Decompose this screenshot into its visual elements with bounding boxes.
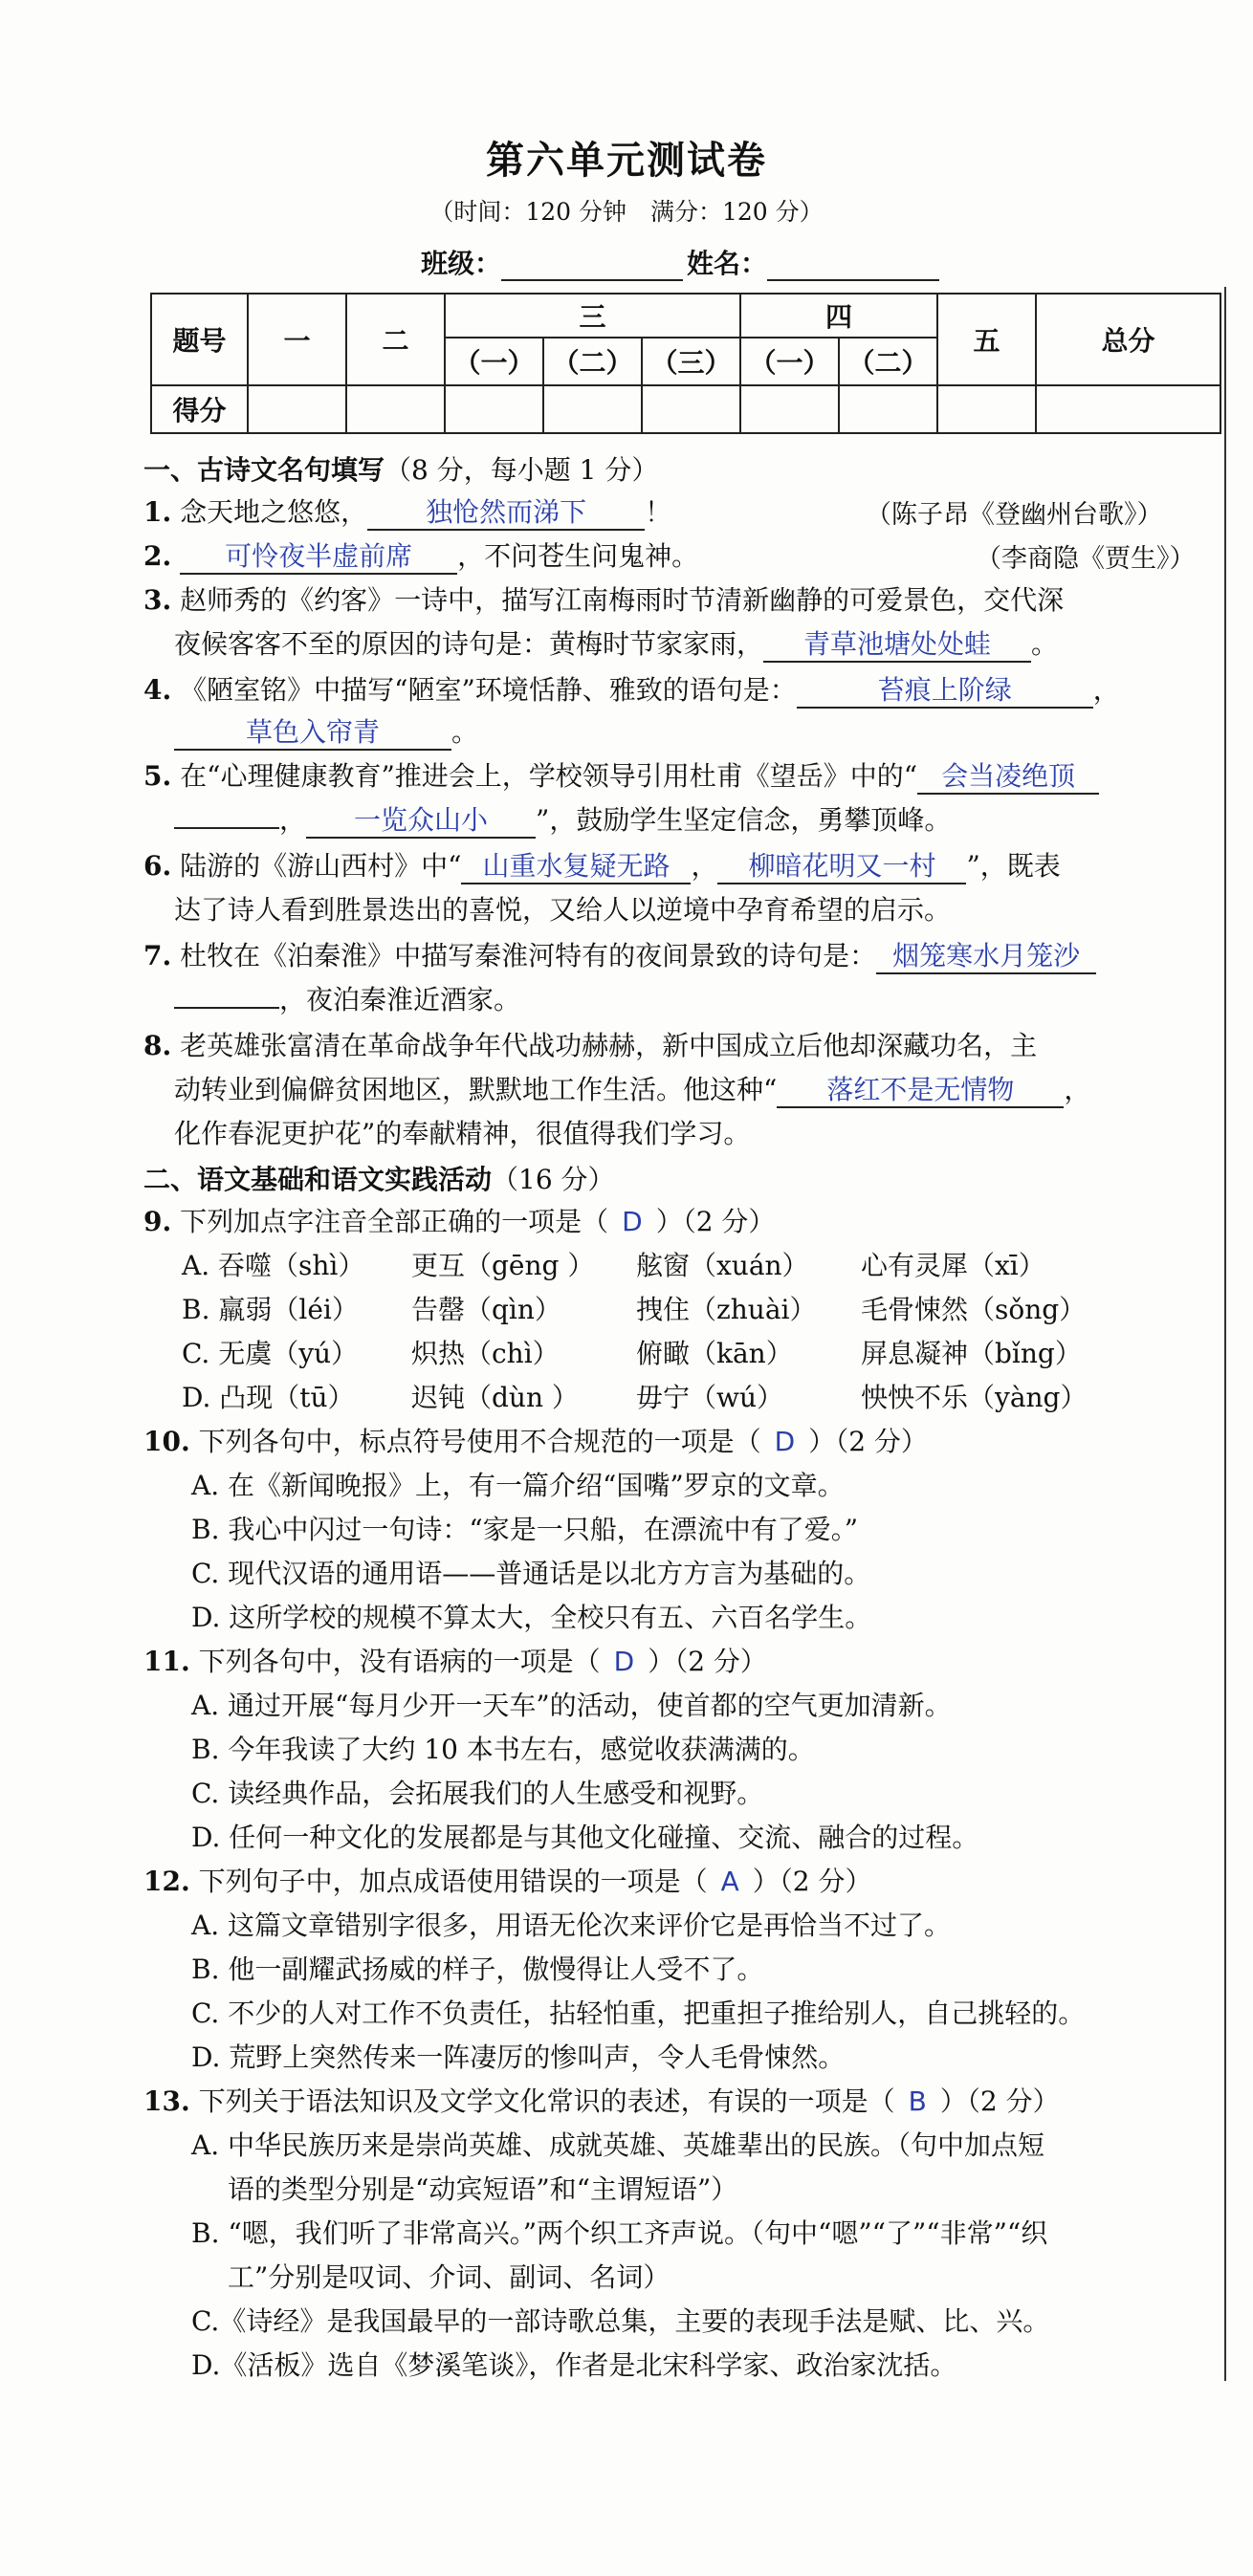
q10-option-b: B. 我心中闪过一句诗：“家是一只船，在漂流中有了爱。” — [191, 1514, 859, 1545]
q6-post: ”，既表 — [966, 850, 1061, 882]
score-table-header-2: 二 — [346, 294, 445, 385]
section-2-heading — [143, 1159, 615, 1197]
q9-answer[interactable]: D — [622, 1206, 643, 1237]
name-label: 姓名： — [687, 248, 768, 279]
q9-option: 毋宁（wú） — [636, 1382, 784, 1413]
q11-option-b: B. 今年我读了大约 10 本书左右，感觉收获满满的。 — [191, 1734, 815, 1765]
score-cell[interactable] — [839, 385, 937, 433]
q9-option: 炽热（chì） — [411, 1338, 560, 1369]
q13-option-b: B. “嗯，我们听了非常高兴。”两个织工齐声说。（句中“嗯”“了”“非常”“织 — [191, 2217, 1048, 2249]
q9-option: 俯瞰（kān） — [636, 1338, 793, 1369]
q13-stem: 下列关于语法知识及文学文化常识的表述，有误的一项是（ — [198, 2085, 895, 2117]
q2-answer: 可怜夜半虚前席 — [225, 540, 413, 572]
score-table-sub-4-2: （二） — [839, 338, 937, 385]
q9-option: 怏怏不乐（yàng） — [861, 1382, 1088, 1413]
q10-option-a: A. 在《新闻晚报》上，有一篇介绍“国嘴”罗京的文章。 — [191, 1470, 845, 1501]
q1-number: 1. — [143, 496, 172, 528]
q9-option: B. 羸弱（léi） — [182, 1294, 359, 1325]
q8-line1: 老英雄张富清在革命战争年代战功赫赫，新中国成立后他却深藏功名，主 — [180, 1030, 1038, 1061]
section-1-note: （8 分，每小题 1 分） — [385, 454, 659, 486]
section-1-title: 一、古诗文名句填写 — [143, 454, 385, 486]
q11-score: ）（2 分） — [648, 1646, 767, 1677]
score-table-sub-3-3: （三） — [642, 338, 740, 385]
q13-number: 13. — [143, 2085, 190, 2117]
q6-answer-1: 山重水复疑无路 — [482, 850, 670, 882]
score-table-header-total: 总分 — [1036, 294, 1220, 385]
q13-score: ）（2 分） — [939, 2085, 1060, 2117]
q6-number: 6. — [143, 850, 172, 882]
question-8-cont — [174, 1069, 1090, 1108]
score-table-sub-3-1: （一） — [445, 338, 543, 385]
class-label: 班级： — [421, 248, 502, 279]
q10-answer[interactable]: D — [774, 1426, 796, 1457]
q13-answer[interactable]: B — [908, 2085, 927, 2117]
q11-option-d: D. 任何一种文化的发展都是与其他文化碰撞、交流、融合的过程。 — [191, 1822, 979, 1853]
q12-option-b: B. 他一副耀武扬威的样子，傲慢得让人受不了。 — [191, 1954, 764, 1985]
q5-answer-blank-1[interactable] — [917, 760, 1099, 795]
q13-option-d: D.《活板》选自《梦溪笔谈》，作者是北宋科学家、政治家沈括。 — [191, 2349, 957, 2381]
q12-option-c: C. 不少的人对工作不负责任，拈轻怕重，把重担子推给别人，自己挑轻的。 — [191, 1997, 1086, 2029]
question-8 — [143, 1025, 1037, 1063]
score-table-sub-4-1: （一） — [740, 338, 839, 385]
question-3 — [143, 579, 1064, 618]
q9-option: D. 凸现（tū） — [182, 1382, 355, 1413]
q13-option-a: A. 中华民族历来是崇尚英雄、成就英雄、英雄辈出的民族。（句中加点短 — [191, 2129, 1045, 2161]
q4-line1: 《陋室铭》中描写“陋室”环境恬静、雅致的语句是： — [180, 674, 797, 706]
q12-option-d: D. 荒野上突然传来一阵凄厉的惨叫声，令人毛骨悚然。 — [191, 2041, 846, 2073]
q9-option: 心有灵犀（xī） — [861, 1250, 1045, 1281]
score-table-header-1: 一 — [248, 294, 346, 385]
section-2-title: 二、语文基础和语文实践活动 — [143, 1164, 493, 1195]
q10-stem: 下列各句中，标点符号使用不合规范的一项是（ — [198, 1426, 761, 1457]
question-10 — [143, 1421, 928, 1459]
q5-line1: 在“心理健康教育”推进会上，学校领导引用杜甫《望岳》中的“ — [180, 760, 918, 792]
q8-line2pre: 动转业到偏僻贫困地区，默默地工作生活。他这种“ — [174, 1074, 778, 1105]
q12-option-a: A. 这篇文章错别字很多，用语无伦次来评价它是再恰当不过了。 — [191, 1910, 952, 1941]
q6-pre: 陆游的《游山西村》中“ — [180, 850, 462, 882]
q9-option: 毛骨悚然（sǒng） — [861, 1294, 1087, 1325]
question-6-cont — [174, 889, 951, 928]
q13-option-b-cont: 工”分别是叹词、介词、副词、名词） — [228, 2261, 670, 2293]
class-blank[interactable] — [501, 251, 683, 281]
q9-option: 迟钝（dùn ） — [411, 1382, 579, 1413]
score-table — [150, 293, 1221, 434]
q10-score: ）（2 分） — [808, 1426, 928, 1457]
q12-answer[interactable]: A — [720, 1866, 739, 1897]
q9-score: ）（2 分） — [655, 1206, 776, 1237]
q5-answer-1: 会当凌绝顶 — [941, 760, 1076, 792]
question-7-cont — [174, 979, 520, 1017]
q5-number: 5. — [143, 760, 172, 792]
q10-number: 10. — [143, 1426, 190, 1457]
score-cell[interactable] — [445, 385, 543, 433]
q8-answer: 落红不是无情物 — [826, 1074, 1015, 1105]
section-1-heading — [143, 449, 658, 488]
q9-option: 拽住（zhuài） — [636, 1294, 817, 1325]
name-blank[interactable] — [767, 251, 939, 281]
question-2 — [143, 535, 698, 575]
q7-answer: 烟笼寒水月笼沙 — [892, 940, 1081, 971]
question-6 — [143, 845, 1061, 884]
q9-option: A. 吞噬（shì） — [182, 1250, 365, 1281]
question-7 — [143, 935, 1096, 974]
q10-option-d: D. 这所学校的规模不算太大，全校只有五、六百名学生。 — [191, 1602, 872, 1633]
score-table-sub-3-2: （二） — [543, 338, 642, 385]
question-9 — [143, 1201, 775, 1239]
q10-option-c: C. 现代汉语的通用语——普通话是以北方方言为基础的。 — [191, 1558, 871, 1589]
q4-post1: ， — [1092, 674, 1120, 706]
binding-rule — [1224, 287, 1226, 2381]
score-cell[interactable] — [642, 385, 740, 433]
q3-post: 。 — [1031, 628, 1059, 660]
q9-option: 舷窗（xuán） — [636, 1250, 809, 1281]
score-table-header-3: 三 — [445, 294, 740, 338]
q5-blank-pad — [174, 827, 279, 829]
q6-line2: 达了诗人看到胜景迭出的喜悦，又给人以逆境中孕育希望的启示。 — [174, 894, 952, 926]
score-cell[interactable] — [937, 385, 1036, 433]
exam-time-score: （时间：120 分钟 满分：120 分） — [429, 198, 824, 226]
q7-line2: ，夜泊秦淮近酒家。 — [279, 984, 521, 1015]
score-cell[interactable] — [248, 385, 346, 433]
question-3-cont — [174, 623, 1058, 663]
score-table-header-4: 四 — [740, 294, 937, 338]
score-cell[interactable] — [1036, 385, 1220, 433]
q1-answer: 独怆然而涕下 — [426, 496, 587, 528]
q9-number: 9. — [143, 1206, 172, 1237]
q13-option-a-cont: 语的类型分别是“动宾短语”和“主谓短语”） — [228, 2173, 738, 2205]
page-title: 第六单元测试卷 — [486, 138, 767, 183]
score-table-header-tihao: 题号 — [151, 294, 248, 385]
q3-number: 3. — [143, 584, 172, 616]
q4-answer-blank-1[interactable] — [797, 674, 1093, 709]
q12-number: 12. — [143, 1866, 190, 1897]
q9-option: 更互（gēng ） — [411, 1250, 595, 1281]
q1-source: （陈子昂《登幽州台歌》） — [866, 500, 1163, 530]
q12-score: ）（2 分） — [752, 1866, 872, 1897]
q9-option: 屏息凝神（bǐng） — [861, 1338, 1082, 1369]
q12-stem: 下列句子中，加点成语使用错误的一项是（ — [198, 1866, 708, 1897]
q8-number: 8. — [143, 1030, 172, 1061]
class-field[interactable] — [421, 243, 683, 281]
q6-answer-blank-2[interactable] — [717, 850, 966, 884]
q3-answer-blank[interactable] — [763, 628, 1031, 663]
q5-post: ”，鼓励学生坚定信念，勇攀顶峰。 — [536, 804, 952, 836]
question-12 — [143, 1861, 872, 1899]
score-cell[interactable] — [346, 385, 445, 433]
q6-answer-blank-1[interactable] — [461, 850, 691, 884]
question-4-cont — [174, 711, 478, 751]
q11-answer[interactable]: D — [613, 1646, 635, 1677]
q2-answer-blank[interactable] — [180, 540, 457, 575]
question-13 — [143, 2081, 1060, 2119]
question-5-cont — [174, 799, 951, 839]
q13-option-c: C.《诗经》是我国最早的一部诗歌总集，主要的表现手法是赋、比、兴。 — [191, 2305, 1050, 2337]
q1-answer-blank[interactable] — [367, 496, 645, 531]
q11-option-c: C. 读经典作品，会拓展我们的人生感受和视野。 — [191, 1778, 764, 1809]
q9-option: 告罄（qìn） — [411, 1294, 561, 1325]
name-field[interactable] — [687, 243, 939, 281]
q4-answer-1: 苔痕上阶绿 — [877, 674, 1012, 706]
q1-text: 念天地之悠悠， — [180, 496, 368, 528]
score-table-defen: 得分 — [151, 385, 248, 433]
q11-stem: 下列各句中，没有语病的一项是（ — [198, 1646, 601, 1677]
score-table-header-5: 五 — [937, 294, 1036, 385]
q11-number: 11. — [143, 1646, 190, 1677]
q4-number: 4. — [143, 674, 172, 706]
q2-number: 2. — [143, 540, 172, 572]
q3-line2: 夜候客客不至的原因的诗句是：黄梅时节家家雨， — [174, 628, 764, 660]
question-4 — [143, 669, 1120, 709]
q3-answer: 青草池塘处处蛙 — [803, 628, 992, 660]
q3-line1: 赵师秀的《约客》一诗中，描写江南梅雨时节清新幽静的可爱景色，交代深 — [180, 584, 1065, 616]
q4-post2: 。 — [451, 716, 479, 748]
q5-mid: ， — [279, 804, 307, 836]
q7-pre: 杜牧在《泊秦淮》中描写秦淮河特有的夜间景致的诗句是： — [180, 940, 877, 971]
q5-answer-blank-2[interactable] — [306, 804, 536, 839]
score-cell[interactable] — [740, 385, 839, 433]
question-5 — [143, 755, 1099, 795]
q11-option-a: A. 通过开展“每月少开一天车”的活动，使首都的空气更加清新。 — [191, 1690, 952, 1721]
question-8-cont2 — [174, 1113, 750, 1151]
q6-mid: ， — [691, 850, 718, 882]
question-1 — [143, 491, 671, 531]
q6-answer-2: 柳暗花明又一村 — [748, 850, 936, 882]
q9-option: C. 无虞（yú） — [182, 1338, 359, 1369]
q4-answer-blank-2[interactable] — [174, 716, 451, 751]
q2-post: ，不问苍生问鬼神。 — [457, 540, 699, 572]
q5-answer-2: 一览众山小 — [354, 804, 489, 836]
question-11 — [143, 1641, 767, 1679]
score-cell[interactable] — [543, 385, 642, 433]
q4-answer-2: 草色入帘青 — [245, 716, 380, 748]
q9-stem: 下列加点字注音全部正确的一项是（ — [180, 1206, 609, 1237]
q8-line3: 化作春泥更护花”的奉献精神，很值得我们学习。 — [174, 1118, 751, 1149]
q1-post: ！ — [645, 496, 672, 528]
q8-answer-blank[interactable] — [777, 1074, 1064, 1108]
q7-blank-pad — [174, 1007, 279, 1009]
q2-source: （李商隐《贾生》） — [976, 544, 1196, 574]
q7-answer-blank[interactable] — [876, 940, 1096, 974]
q7-number: 7. — [143, 940, 172, 971]
section-2-note: （16 分） — [492, 1164, 615, 1195]
q8-line2post: ， — [1064, 1074, 1091, 1105]
